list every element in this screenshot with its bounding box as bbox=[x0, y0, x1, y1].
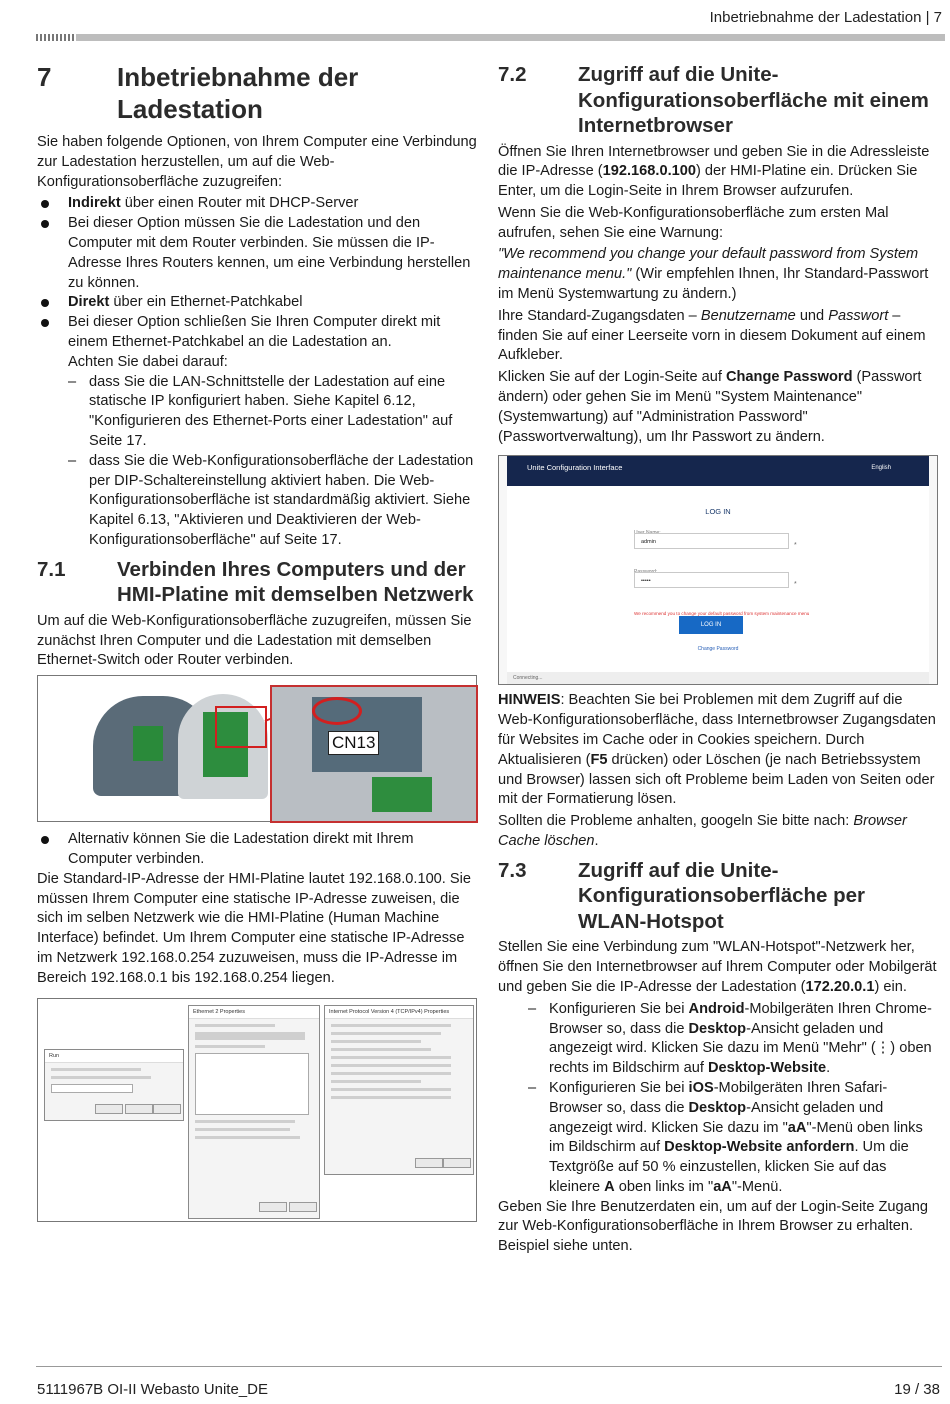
required-marker: * bbox=[794, 542, 797, 550]
footer-rule bbox=[36, 1366, 942, 1367]
paragraph: Sollten die Probleme anhalten, googeln Sie bitte nach: Browser Cache löschen. bbox=[498, 813, 907, 850]
section-number: 7.2 bbox=[498, 63, 527, 86]
paragraph: Wenn Sie die Web-Konfigurationsoberfläche zum ersten Mal aufrufen, sehen Sie eine Warnung: bbox=[498, 204, 889, 241]
network-settings-screenshot bbox=[37, 998, 477, 1222]
login-topbar bbox=[507, 456, 929, 486]
paragraph: Öffnen Sie Ihren Internetbrowser und geben Sie in die Adressleiste die IP-Adresse (192.168.0.100) der HMI-Platine ein. Drücken Sie Enter, um die Login-Seite in Ihrem Browser aufzurufen. bbox=[498, 143, 930, 200]
change-password-link[interactable]: Change Password bbox=[697, 646, 739, 653]
window-title: Ethernet 2 Properties bbox=[189, 1006, 319, 1019]
paragraph: Stellen Sie eine Verbindung zum "WLAN-Hotspot"-Netzwerk her, öffnen Sie den Internetbrowser auf Ihrem Computer oder Mobilgerät und geben Sie die IP-Adresse der Ladestation (172.20.0.1) ein. bbox=[498, 939, 937, 995]
password-input[interactable]: ••••• bbox=[634, 572, 789, 588]
list-item: – Konfigurieren Sie bei Android-Mobilgeräten Ihren Chrome-Browser so, dass die Desktop-Ansicht geladen und angezeigt wird. Klicken Sie dazu im Menü "Mehr" (⋮) oben rechts im Bildschirm auf Desktop-Website. bbox=[528, 1000, 938, 1079]
window-title: Internet Protocol Version 4 (TCP/IPv4) Properties bbox=[325, 1006, 473, 1019]
list-item: Bei dieser Option müssen Sie die Ladestation und den Computer mit dem Router verbinden. Sie müssen die IP-Adresse Ihres Routers kennen, um eine Verbindung herstellen zu können. bbox=[37, 214, 477, 293]
login-page-screenshot bbox=[498, 455, 938, 685]
list-item: Direkt über ein Ethernet-Patchkabel bbox=[37, 293, 477, 313]
list-item: – dass Sie die Web-Konfigurationsoberfläche der Ladestation per DIP-Schaltereinstellung aktiviert haben. Die Web-Konfigurationsoberfläche ist standardmäßig aktiviert. Siehe Kapitel 6.13, "Aktivieren und Deaktivieren der Web-Konfigurationsoberfläche" auf Seite 17. bbox=[68, 452, 477, 551]
ethernet-properties-dialog bbox=[188, 1005, 320, 1219]
requirements-list bbox=[37, 373, 477, 551]
options-list bbox=[37, 194, 477, 352]
list-item: – dass Sie die LAN-Schnittstelle der Ladestation auf eine statische IP konfiguriert haben. Siehe Kapitel 6.12, "Konfigurieren des Ethernet-Ports einer Ladestation" auf Seite 17. bbox=[68, 373, 477, 452]
section-number: 7.3 bbox=[498, 858, 527, 882]
right-column bbox=[498, 58, 938, 1259]
list-item: – Konfigurieren Sie bei iOS-Mobilgeräten Ihren Safari-Browser so, dass die Desktop-Ansicht geladen und angezeigt wird. Klicken Sie dazu im "aA"-Menü oben links im Bildschirm auf Desktop-Website anfordern. Um die Textgröße auf 50 % einzustellen, klicken Sie auf das kleinere A oben links im "aA"-Menü. bbox=[528, 1079, 938, 1198]
section-heading-7-1 bbox=[37, 557, 477, 608]
section-title: Verbinden Ihres Computers und der HMI-Platine mit demselben Netzwerk bbox=[117, 557, 474, 607]
login-button[interactable]: LOG IN bbox=[679, 616, 743, 634]
section-number: 7.1 bbox=[37, 557, 66, 581]
footer-document-id: 5111967B OI-II Webasto Unite_DE bbox=[37, 1381, 268, 1398]
list-item: Alternativ können Sie die Ladestation direkt mit Ihrem Computer verbinden. bbox=[37, 830, 477, 870]
paragraph: Die Standard-IP-Adresse der HMI-Platine lautet 192.168.0.100. Sie müssen Ihrem Computer eine statische IP-Adresse zuweisen, die sich im selben Netzwerk wie die HMI-Platine (Human Machine Interface) befindet. Um Ihrem Computer eine statische IP-Adresse im Netzwerk 192.168.0.254 zuzuweisen, muss die IP-Adresse im Bereich 192.168.0.1 bis 192.168.0.254 liegen. bbox=[37, 870, 472, 986]
note-text: Achten Sie dabei darauf: bbox=[68, 353, 228, 370]
paragraph: Klicken Sie auf der Login-Seite auf Change Password (Passwort ändern) oder gehen Sie im Menü "System Maintenance" (Systemwartung) auf "Administration Password" (Passwortverwaltung), um Ihr Passwort zu ändern. bbox=[498, 369, 922, 445]
ipv4-properties-dialog bbox=[324, 1005, 474, 1175]
login-title: LOG IN bbox=[705, 507, 731, 517]
language-select[interactable]: English bbox=[871, 465, 891, 472]
paragraph: Um auf die Web-Konfigurationsoberfläche zuzugreifen, müssen Sie zunächst Ihren Computer und die Ladestation mit demselben Ethernet-Switch oder Router verbinden. bbox=[37, 612, 472, 669]
section-title: Zugriff auf die Unite-Konfigurationsoberfläche mit einem Internetbrowser bbox=[578, 63, 929, 137]
username-input[interactable]: admin bbox=[634, 533, 789, 549]
section-heading-7-3 bbox=[498, 858, 938, 935]
device-list bbox=[498, 1000, 938, 1198]
page-header-title: Inbetriebnahme der Ladestation | 7 bbox=[709, 9, 942, 26]
hint-paragraph: HINWEIS: Beachten Sie bei Problemen mit dem Zugriff auf die Web-Konfigurationsoberfläche, dass Internetbrowser Zugangsdaten für Websites im Cache oder in Cookies speichern. Durch Aktualisieren (F5 drücken) oder Löschen (je nach Betriebssystem und Browser) lassen sich oft Probleme beim Laden von Seiten oder mit der Formatierung lösen. bbox=[498, 692, 936, 808]
charging-station-board-figure bbox=[37, 675, 477, 822]
warning-quote: "We recommend you change your default password from System maintenance menu." (Wir empfehlen Ihnen, Ihr Standard-Passwort im Menü Systemwartung zu ändern.) bbox=[498, 246, 929, 303]
paragraph: Geben Sie Ihre Benutzerdaten ein, um auf der Login-Seite Zugang zur Web-Konfigurationsoberfläche in Ihrem Browser zu erhalten. Beispiel siehe unten. bbox=[498, 1198, 928, 1255]
footer-page-number: 19 / 38 bbox=[894, 1381, 940, 1398]
highlight-box bbox=[215, 706, 267, 748]
left-column bbox=[37, 58, 477, 1222]
chapter-heading bbox=[37, 61, 477, 125]
list-item: Indirekt über einen Router mit DHCP-Server bbox=[37, 194, 477, 214]
window-title: Run bbox=[45, 1050, 183, 1063]
header-bar bbox=[36, 34, 945, 41]
run-dialog bbox=[44, 1049, 184, 1121]
chapter-title: Inbetriebnahme der Ladestation bbox=[117, 62, 359, 124]
password-warning: We recommend you to change your default password from system maintenance menu bbox=[634, 611, 810, 617]
login-panel bbox=[507, 486, 929, 672]
intro-paragraph: Sie haben folgende Optionen, von Ihrem Computer eine Verbindung zur Ladestation herzustellen, um auf die Web-Konfigurationsoberfläche zuzugreifen: bbox=[37, 134, 477, 190]
required-marker: * bbox=[794, 581, 797, 589]
paragraph: Ihre Standard-Zugangsdaten – Benutzername und Passwort – finden Sie auf einer Leerseite vorn in diesem Dokument auf einem Aufkleber. bbox=[498, 307, 926, 364]
list-item: Bei dieser Option schließen Sie Ihren Computer direkt mit einem Ethernet-Patchkabel an die Ladestation an. bbox=[37, 313, 477, 353]
section-heading-7-2 bbox=[498, 62, 938, 139]
status-bar: Connecting... bbox=[507, 672, 929, 684]
connector-label: CN13 bbox=[328, 731, 379, 755]
zoomed-board-image bbox=[270, 685, 478, 823]
app-title: Unite Configuration Interface bbox=[527, 463, 623, 473]
section-title: Zugriff auf die Unite-Konfigurationsoberfläche per WLAN-Hotspot bbox=[578, 858, 866, 933]
alt-list bbox=[37, 830, 477, 870]
chapter-number: 7 bbox=[37, 62, 52, 92]
